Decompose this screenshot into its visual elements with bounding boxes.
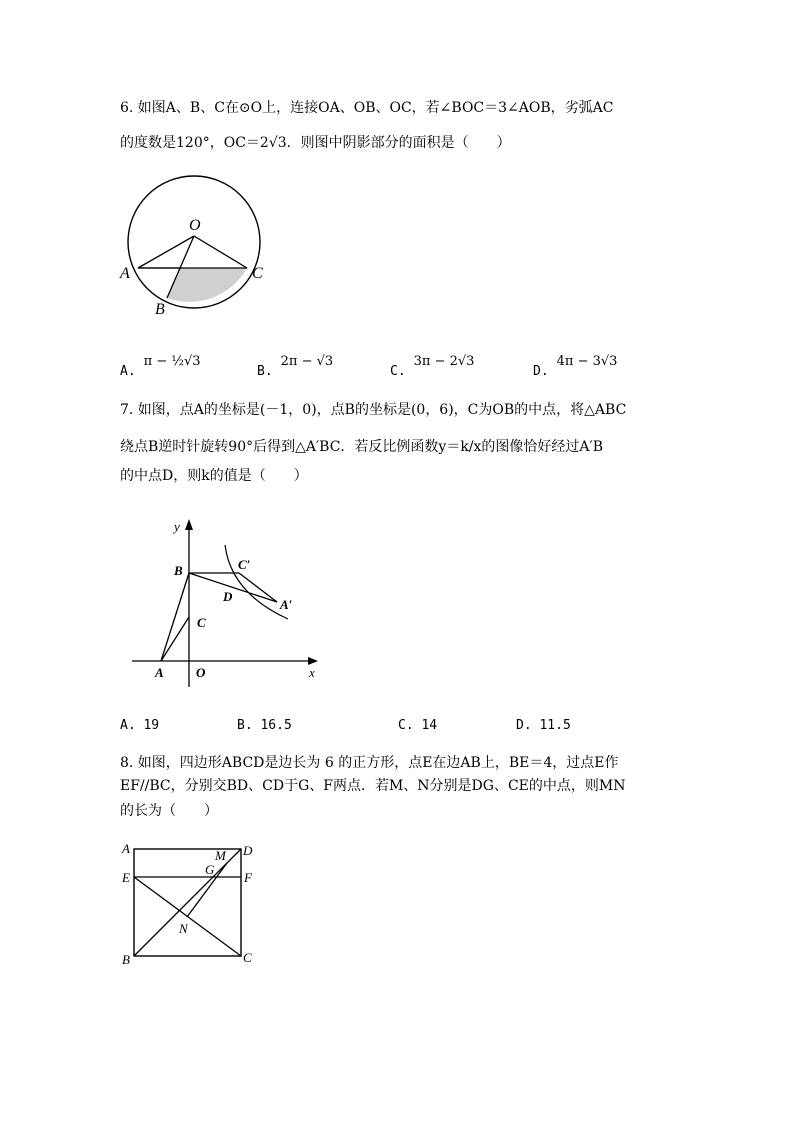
q6-option-d: D.4π − 3√3: [533, 354, 618, 379]
q7-option-c: C. 14: [398, 718, 438, 733]
q7-option-c-value: 14: [421, 718, 438, 733]
q7-label-o: O: [196, 665, 206, 680]
q7-segment-ac: [161, 617, 189, 661]
q6-option-c: C.3π − 2√3: [390, 354, 475, 379]
q6-line-1: 6. 如图A、B、C在⊙O上，连接OA、OB、OC，若∠BOC＝3∠AOB，劣弧AC: [120, 100, 614, 116]
q8-line-3: 的长为（ ）: [120, 803, 218, 819]
q7-label-c: C: [197, 615, 206, 630]
q8-label-f: F: [244, 870, 252, 885]
q8-line-2: EF//BC，分别交BD、CD于G、F两点．若M、N分别是DG、CE的中点，则MN: [120, 778, 626, 794]
q7-label-b: B: [174, 563, 183, 578]
q6-option-a: A.π − ½√3: [120, 354, 201, 379]
q7-option-a-value: 19: [143, 718, 160, 733]
q6-label-b: B: [155, 301, 165, 318]
q7-segment-c-prime-a-prime: [239, 573, 277, 602]
q7-label-a: A: [155, 665, 164, 680]
q8-line-1: 8. 如图，四边形ABCD是边长为 6 的正方形，点E在边AB上，BE＝4，过点E作: [120, 755, 619, 771]
q8-label-b: B: [122, 952, 130, 967]
q6-option-b-expr: 2π − √3: [280, 354, 334, 369]
q8-label-m: M: [215, 848, 226, 863]
q7-label-x: x: [309, 665, 315, 680]
q7-label-d: D: [223, 589, 233, 604]
q7-y-arrow: [185, 519, 193, 530]
q7-segment-ab: [161, 573, 189, 661]
q7-option-a: A. 19: [120, 718, 160, 733]
q8-label-c: C: [243, 950, 252, 965]
q7-option-b-value: 16.5: [260, 718, 292, 733]
q8-square-figure: [118, 840, 268, 970]
q6-shaded-region: [167, 268, 247, 302]
q6-circle-figure: [118, 170, 278, 320]
q8-label-g: G: [205, 862, 215, 877]
q6-label-c: C: [252, 265, 263, 282]
q7-hyperbola: [225, 545, 288, 619]
q6-label-o: O: [189, 217, 201, 234]
q8-label-e: E: [122, 870, 130, 885]
q6-option-b: B.2π − √3: [257, 354, 334, 379]
q7-option-d: D. 11.5: [516, 718, 571, 733]
q6-option-a-expr: π − ½√3: [143, 354, 201, 369]
q6-segment-oc: [194, 236, 247, 268]
q6-option-d-expr: 4π − 3√3: [556, 354, 618, 369]
q7-line-2: 绕点B逆时针旋转90°后得到△A′BC．若反比例函数y＝k/x的图像恰好经过A′B: [120, 439, 603, 455]
q7-label-y: y: [174, 519, 180, 534]
q7-coordinate-figure: [128, 515, 328, 685]
q7-segment-ba-prime: [189, 573, 277, 602]
q6-segment-oa: [138, 236, 194, 268]
q6-option-c-expr: 3π − 2√3: [413, 354, 475, 369]
q6-line-2: 的度数是120°，OC＝2√3．则图中阴影部分的面积是（ ）: [120, 135, 511, 151]
q7-label-c-prime: C′: [238, 557, 251, 572]
q7-x-arrow: [308, 657, 318, 665]
q7-line-1: 7. 如图，点A的坐标是(－1，0)，点B的坐标是(0，6)，C为OB的中点，将△ABC: [120, 402, 627, 418]
q7-label-a-prime: A′: [280, 597, 293, 612]
q6-label-a: A: [120, 265, 130, 282]
q8-label-a: A: [122, 841, 130, 856]
q7-option-d-value: 11.5: [539, 718, 571, 733]
q8-label-n: N: [179, 921, 188, 936]
q7-option-b: B. 16.5: [237, 718, 292, 733]
q8-label-d: D: [243, 843, 253, 858]
q7-line-3: 的中点D，则k的值是（ ）: [120, 468, 308, 484]
